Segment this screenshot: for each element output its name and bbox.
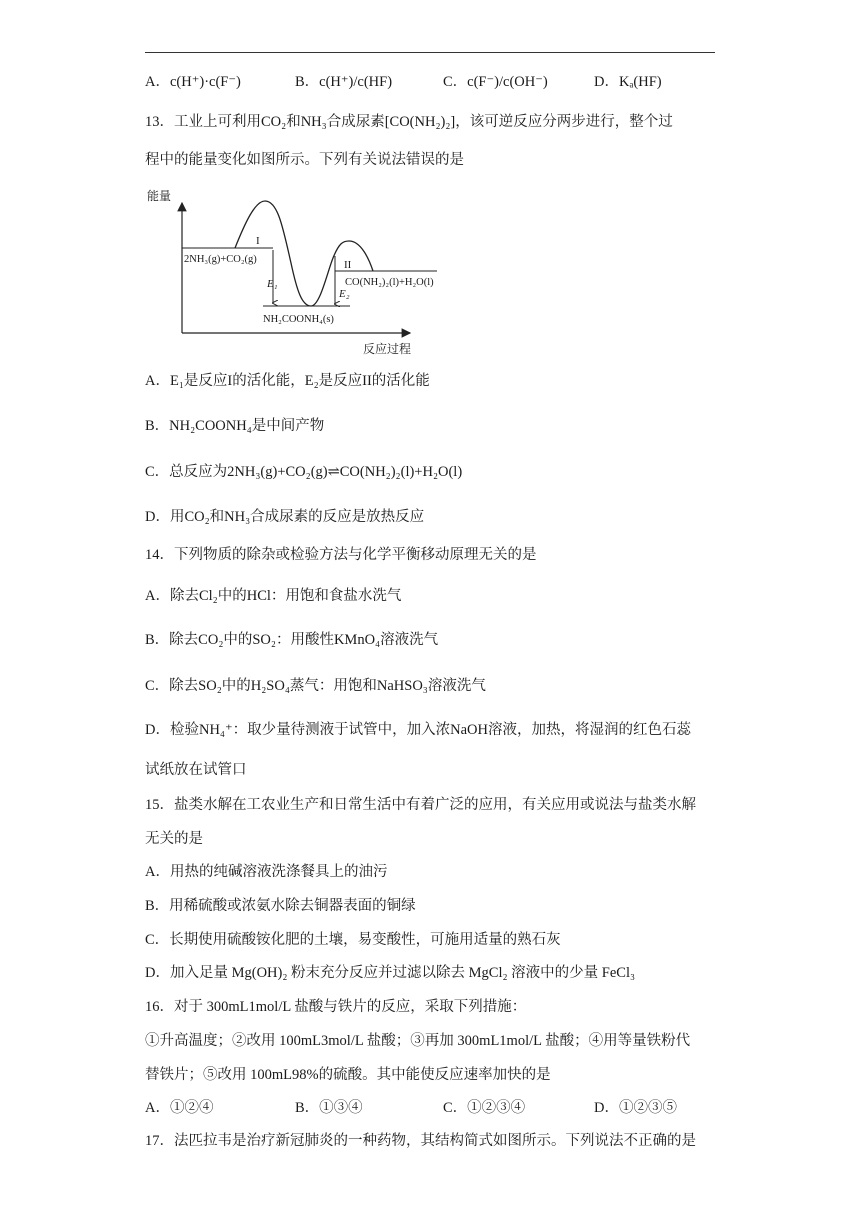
x-axis-label: 反应过程 bbox=[363, 342, 412, 356]
q13-option-d[interactable]: D．用CO₂和NH₃合成尿素的反应是放热反应 bbox=[145, 509, 425, 525]
q16-option-c[interactable]: C．①②③④ bbox=[443, 1100, 526, 1116]
q16-measures-line1: ①升高温度；②改用 100mL3mol/L 盐酸；③再加 300mL1mol/L 盐酸；④用等量铁粉代 bbox=[145, 1033, 691, 1049]
q12-option-d[interactable]: D．Kₐ(HF) bbox=[594, 74, 662, 90]
q17-stem: 17．法匹拉韦是治疗新冠肺炎的一种药物，其结构简式如图所示。下列说法不正确的是 bbox=[145, 1133, 696, 1149]
q14-option-b[interactable]: B．除去CO₂中的SO₂：用酸性KMnO₄溶液洗气 bbox=[145, 632, 439, 648]
q14-option-d-cont: 试纸放在试管口 bbox=[145, 762, 247, 778]
q16-measures-line2: 替铁片；⑤改用 100mL98%的硫酸。其中能使反应速率加快的是 bbox=[145, 1067, 551, 1083]
e2-label: E₂ bbox=[339, 288, 350, 300]
q14-option-c[interactable]: C．除去SO₂中的H₂SO₄蒸气：用饱和NaHSO₃溶液洗气 bbox=[145, 678, 486, 694]
q16-stem: 16．对于 300mL1mol/L 盐酸与铁片的反应，采取下列措施： bbox=[145, 999, 527, 1015]
q14-option-d[interactable]: D．检验NH₄⁺：取少量待测液于试管中，加入浓NaOH溶液，加热，将湿润的红色石蕊 bbox=[145, 722, 691, 738]
q15-option-b[interactable]: B．用稀硫酸或浓氨水除去铜器表面的铜绿 bbox=[145, 898, 416, 914]
header-rule bbox=[145, 52, 715, 53]
q13-option-c[interactable]: C．总反应为2NH₃(g)+CO₂(g)⇌CO(NH₂)₂(l)+H₂O(l) bbox=[145, 464, 463, 480]
q12-option-c[interactable]: C．c(F⁻)/c(OH⁻) bbox=[443, 74, 548, 90]
y-axis-label: 能量 bbox=[147, 189, 172, 203]
q13-stem-line2: 程中的能量变化如图所示。下列有关说法错误的是 bbox=[145, 152, 464, 168]
products-label: CO(NH₂)₂(l)+H₂O(l) bbox=[345, 277, 434, 288]
q16-option-d[interactable]: D．①②③⑤ bbox=[594, 1100, 677, 1116]
q16-option-b[interactable]: B．①③④ bbox=[295, 1100, 363, 1116]
q15-stem-line1: 15．盐类水解在工农业生产和日常生活中有着广泛的应用，有关应用或说法与盐类水解 bbox=[145, 797, 696, 813]
q14-option-a[interactable]: A．除去Cl₂中的HCl：用饱和食盐水洗气 bbox=[145, 588, 402, 604]
step2-label: II bbox=[344, 259, 352, 271]
intermediate-label: NH₂COONH₄(s) bbox=[263, 314, 334, 325]
q15-stem-line2: 无关的是 bbox=[145, 831, 203, 847]
q13-option-a[interactable]: A．E₁是反应I的活化能，E₂是反应II的活化能 bbox=[145, 373, 430, 389]
q12-option-b[interactable]: B．c(H⁺)/c(HF) bbox=[295, 74, 393, 90]
q15-option-d[interactable]: D．加入足量 Mg(OH)₂ 粉末充分反应并过滤以除去 MgCl₂ 溶液中的少量 FeCl₃ bbox=[145, 965, 636, 981]
q15-option-a[interactable]: A．用热的纯碱溶液洗涤餐具上的油污 bbox=[145, 864, 388, 880]
q14-stem: 14．下列物质的除杂或检验方法与化学平衡移动原理无关的是 bbox=[145, 547, 537, 563]
reactants-label: 2NH₃(g)+CO₂(g) bbox=[184, 254, 257, 265]
step1-label: I bbox=[256, 235, 260, 247]
q13-stem-line1: 13．工业上可利用CO₂和NH₃合成尿素[CO(NH₂)₂]，该可逆反应分两步进行，整个过 bbox=[145, 114, 673, 130]
e1-label: E₁ bbox=[267, 278, 278, 290]
q13-option-b[interactable]: B．NH₂COONH₄是中间产物 bbox=[145, 418, 325, 434]
q16-option-a[interactable]: A．①②④ bbox=[145, 1100, 214, 1116]
energy-diagram bbox=[145, 183, 460, 358]
q15-option-c[interactable]: C．长期使用硫酸铵化肥的土壤，易变酸性，可施用适量的熟石灰 bbox=[145, 932, 561, 948]
q12-option-a[interactable]: A．c(H⁺)·c(F⁻) bbox=[145, 74, 241, 90]
